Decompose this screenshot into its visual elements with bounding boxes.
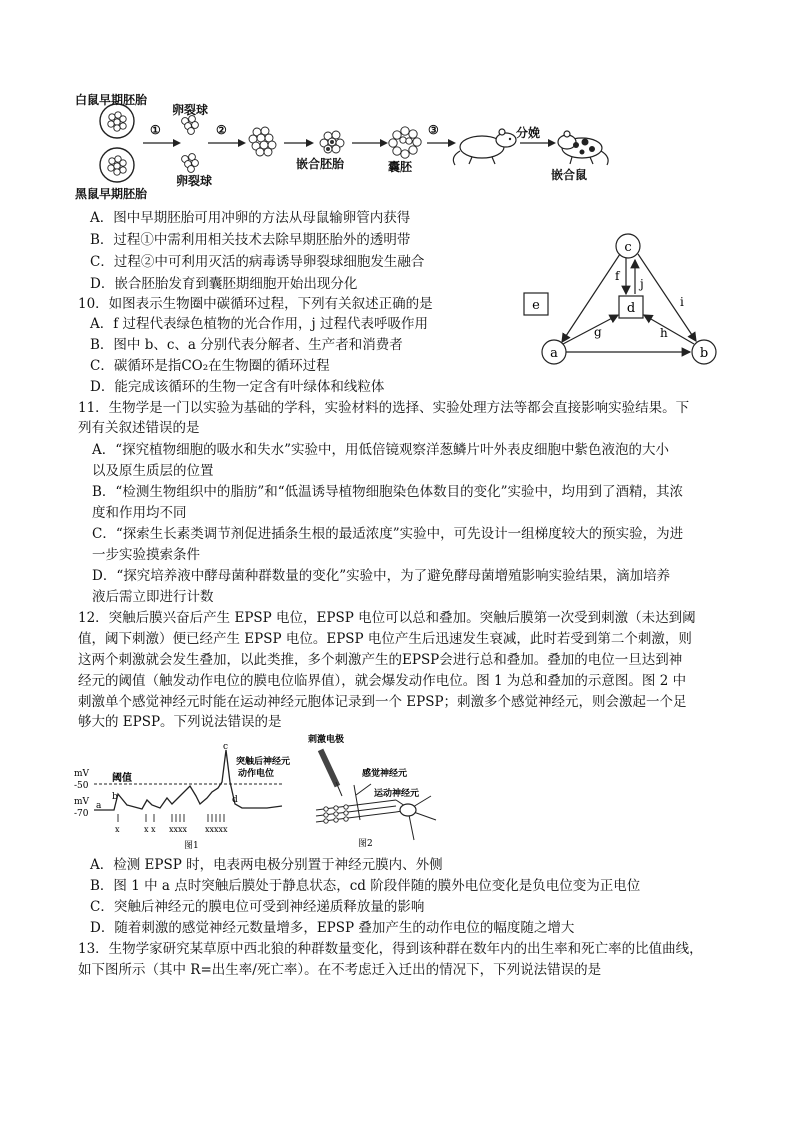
- node-b-label: b: [699, 346, 709, 361]
- q10-stem: 10．如图表示生物圈中碳循环过程，下列有关叙述正确的是: [78, 296, 433, 312]
- epsp-figure-2: [296, 730, 446, 850]
- q12-option-a: A．检测 EPSP 时，电表两电极分别置于神经元膜内、外侧: [90, 857, 443, 873]
- q12-stem-line6: 够大的 EPSP。下列说法错误的是: [78, 714, 282, 730]
- q9-option-d: D．嵌合胚胎发育到囊胚期细胞开始出现分化: [90, 276, 358, 292]
- epsp-figure-2-svg: [296, 730, 446, 850]
- fig1-y-unit-top: mV: [74, 769, 90, 779]
- label-step-3: ③: [428, 123, 439, 137]
- edge-h: [644, 315, 694, 344]
- q12-stem-line4: 经元的阈值（触发动作电位的膜电位临界值），就会爆发动作电位。图 1 为总和叠加的示意图。图 2 中: [78, 673, 687, 689]
- label-chimeric-embryo: 嵌合胚胎: [296, 157, 345, 171]
- fig1-stim-2: x x: [144, 825, 156, 834]
- q9-option-b: B．过程①中需利用相关技术去除早期胚胎外的透明带: [90, 232, 411, 248]
- fig1-stim-4: xxxxx: [205, 825, 228, 834]
- fig1-point-b: b: [112, 792, 118, 802]
- q10-option-a: A．f 过程代表绿色植物的光合作用，j 过程代表呼吸作用: [90, 316, 429, 332]
- chimeric-figure-svg: [70, 85, 630, 197]
- motor-neuron-soma: [400, 804, 416, 816]
- edge-i-label: i: [680, 295, 684, 309]
- fig1-ap-label-1: 突触后神经元: [236, 757, 291, 767]
- fig1-ap-label-2: 动作电位: [238, 769, 275, 779]
- label-white-embryo: 白鼠早期胚胎: [75, 93, 148, 107]
- q11-option-a-line1: A．“探究植物细胞的吸水和失水”实验中，用低倍镜观察洋葱鳞片叶外表皮细胞中紫色液泡的大小: [92, 442, 670, 458]
- carbon-cycle-svg: [518, 230, 728, 370]
- label-black-embryo: 黑鼠早期胚胎: [75, 187, 148, 201]
- edge-h-label: h: [660, 326, 668, 340]
- edge-g-label: g: [594, 325, 602, 339]
- q11-option-c-line2: 一步实验摸索条件: [92, 547, 200, 563]
- label-chimeric-mouse: 嵌合鼠: [551, 168, 588, 182]
- label-blastocyst: 囊胚: [388, 160, 413, 174]
- q12-option-d: D．随着刺激的感觉神经元数量增多，EPSP 叠加产生的动作电位的幅度随之增大: [90, 920, 575, 936]
- fig1-stim-3: xxxx: [169, 825, 188, 834]
- fig1-y-tick-70: -70: [74, 809, 89, 819]
- node-c-label: c: [624, 240, 632, 255]
- epsp-figure-1: [72, 742, 292, 852]
- fig2-electrode-label: 刺激电极: [308, 735, 345, 745]
- q10-option-b: B．图中 b、c、a 分别代表分解者、生产者和消费者: [90, 337, 403, 353]
- fig1-y-unit-bottom: mV: [74, 797, 90, 807]
- epsp-figure-1-svg: [72, 742, 292, 852]
- q13-stem-line1: 13．生物学家研究某草原中西北狼的种群数量变化，得到该种群在数年内的出生率和死亡率的比值曲线，: [78, 941, 703, 957]
- label-blastomere-top: 卵裂球: [172, 103, 209, 117]
- fig1-stim-1: x: [115, 825, 120, 834]
- q12-option-b: B．图 1 中 a 点时突触后膜处于静息状态，cd 阶段伴随的膜外电位变化是负电位变为正电位: [90, 878, 641, 894]
- q12-stem-line2: 值，阈下刺激）便已经产生 EPSP 电位。EPSP 电位产生后迅速发生衰减，此时若受到第二个刺激，则: [78, 631, 692, 647]
- q9-option-c: C．过程②中可利用灭活的病毒诱导卵裂球细胞发生融合: [90, 254, 425, 270]
- q11-option-d-line1: D．“探究培养液中酵母菌种群数量的变化”实验中，为了避免酵母菌增殖影响实验结果，滴加培养: [92, 568, 671, 584]
- edge-g: [563, 315, 618, 344]
- q11-option-b-line1: B．“检测生物组织中的脂肪”和“低温诱导植物细胞染色体数目的变化”实验中，均用到了酒精，其浓: [92, 484, 684, 500]
- q13-stem-line2: 如下图所示（其中 R=出生率/死亡率）。在不考虑迁入迁出的情况下，下列说法错误的是: [78, 962, 602, 978]
- node-d-label: d: [626, 301, 636, 316]
- fig1-point-c: c: [223, 742, 229, 752]
- q12-stem-line3: 这两个刺激就会发生叠加，以此类推，多个刺激产生的EPSP会进行总和叠加。叠加的电位一旦达到神: [78, 652, 683, 668]
- fig1-point-a: a: [96, 801, 102, 811]
- edge-j-label: j: [640, 277, 644, 291]
- fig2-caption: 图2: [358, 839, 373, 849]
- q12-stem-line5: 刺激单个感觉神经元时能在运动神经元胞体记录到一个 EPSP；刺激多个感觉神经元，则会激起一个足: [78, 694, 687, 710]
- q10-option-d: D．能完成该循环的生物一定含有叶绿体和线粒体: [90, 379, 385, 395]
- label-blastomere-bottom: 卵裂球: [176, 174, 213, 188]
- fig1-caption: 图1: [184, 841, 199, 851]
- q11-option-d-line2: 液后需立即进行计数: [92, 589, 214, 605]
- q9-option-a: A．图中早期胚胎可用冲卵的方法从母鼠输卵管内获得: [90, 210, 411, 226]
- fig1-y-tick-50: -50: [74, 781, 89, 791]
- edge-f-label: f: [615, 269, 620, 283]
- node-a-label: a: [550, 346, 558, 361]
- carbon-cycle-diagram: [518, 230, 728, 370]
- q11-stem-line1: 11．生物学是一门以实验为基础的学科，实验材料的选择、实验处理方法等都会直接影响实验结果。下: [78, 400, 690, 416]
- node-e-label: e: [532, 298, 540, 313]
- label-delivery: 分娩: [516, 126, 541, 140]
- label-step-2: ②: [216, 123, 227, 137]
- stimulating-electrode: [318, 749, 342, 796]
- fig1-point-d: d: [232, 795, 238, 805]
- q11-option-a-line2: 以及原生质层的位置: [92, 463, 214, 479]
- chimeric-mouse-figure: [70, 85, 630, 197]
- q11-stem-line2: 列有关叙述错误的是: [78, 420, 200, 436]
- q11-option-c-line1: C．“探索生长素类调节剂促进插条生根的最适浓度”实验中，可先设计一组梯度较大的预实验，为进: [92, 526, 684, 542]
- fig1-threshold-label: 阈值: [112, 773, 132, 784]
- label-step-1: ①: [150, 123, 161, 137]
- fig2-sensory-label: 感觉神经元: [362, 769, 408, 779]
- q12-option-c: C．突触后神经元的膜电位可受到神经递质释放量的影响: [90, 899, 425, 915]
- q10-option-c: C．碳循环是指CO₂在生物圈的循环过程: [90, 358, 330, 374]
- fig2-motor-label: 运动神经元: [374, 789, 420, 799]
- q12-stem-line1: 12．突触后膜兴奋后产生 EPSP 电位，EPSP 电位可以总和叠加。突触后膜第一次受到刺激（未达到阈: [78, 610, 696, 626]
- q11-option-b-line2: 度和作用均不同: [92, 505, 187, 521]
